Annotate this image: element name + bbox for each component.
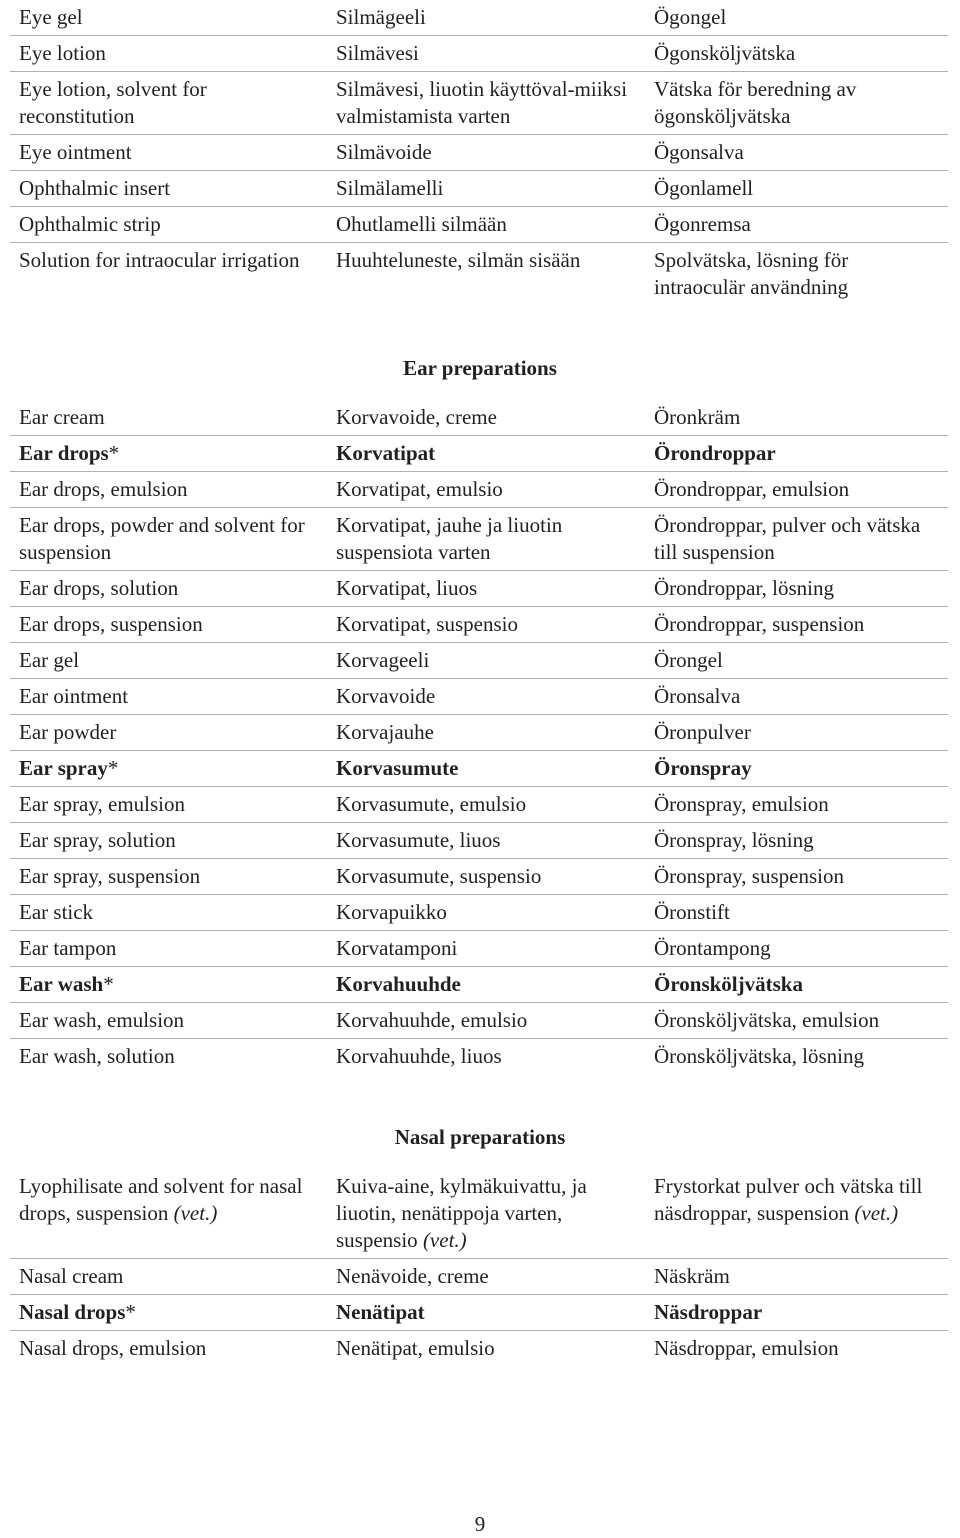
table-row	[10, 207, 948, 243]
table-row	[10, 72, 948, 135]
term-finnish-text: Korvahuuhde, liuos	[336, 1044, 502, 1068]
term-english	[10, 207, 327, 243]
term-swedish	[645, 1259, 948, 1295]
term-english	[10, 895, 327, 931]
term-english-text: Eye gel	[19, 5, 83, 29]
term-finnish-text: Korvatipat, suspensio	[336, 612, 518, 636]
term-english-text: Ear drops, powder and solvent for suspension	[19, 513, 305, 564]
term-finnish-text: Silmägeeli	[336, 5, 426, 29]
term-finnish-text: Korvasumute, suspensio	[336, 864, 542, 888]
table-row	[10, 859, 948, 895]
vet-marker: (vet.)	[422, 1228, 467, 1252]
term-finnish	[327, 715, 645, 751]
term-swedish-text: Ögonsköljvätska	[654, 41, 796, 65]
term-swedish-text: Ögonremsa	[654, 212, 751, 236]
term-english	[10, 436, 327, 472]
term-english	[10, 1003, 327, 1039]
term-swedish-text: Frystorkat pulver och vätska till näsdroppar, suspension	[654, 1174, 923, 1225]
term-swedish	[645, 607, 948, 643]
term-english	[10, 679, 327, 715]
term-swedish	[645, 1331, 948, 1367]
term-swedish-text: Öronkräm	[654, 405, 741, 429]
term-english	[10, 1331, 327, 1367]
term-english-text: Nasal drops	[19, 1300, 126, 1324]
term-english-text: Ear spray, emulsion	[19, 792, 186, 816]
term-finnish	[327, 207, 645, 243]
term-finnish-text: Korvasumute, liuos	[336, 828, 501, 852]
term-swedish-text: Örondroppar, lösning	[654, 576, 834, 600]
table-row	[10, 436, 948, 472]
term-english	[10, 859, 327, 895]
term-swedish-text: Öronsköljvätska	[654, 972, 803, 996]
term-finnish	[327, 751, 645, 787]
term-finnish-text: Korvapuikko	[336, 900, 447, 924]
term-finnish	[327, 859, 645, 895]
term-finnish	[327, 1003, 645, 1039]
term-finnish	[327, 967, 645, 1003]
term-finnish	[327, 1331, 645, 1367]
ear-table-body	[10, 400, 948, 1074]
table-row	[10, 1169, 948, 1259]
term-finnish-text: Korvatipat	[336, 441, 436, 465]
term-finnish-text: Korvahuuhde, emulsio	[336, 1008, 528, 1032]
term-swedish	[645, 207, 948, 243]
term-finnish-text: Korvasumute	[336, 756, 459, 780]
term-swedish	[645, 436, 948, 472]
table-row	[10, 823, 948, 859]
term-english	[10, 607, 327, 643]
asterisk-marker: *	[103, 972, 114, 996]
term-finnish	[327, 571, 645, 607]
term-swedish-text: Öronsalva	[654, 684, 741, 708]
term-finnish-text: Nenävoide, creme	[336, 1264, 489, 1288]
term-english-text: Ear wash, solution	[19, 1044, 175, 1068]
term-swedish	[645, 508, 948, 571]
term-swedish	[645, 751, 948, 787]
term-english	[10, 400, 327, 436]
term-english-text: Ear wash	[19, 972, 104, 996]
term-finnish-text: Korvageeli	[336, 648, 430, 672]
table-row	[10, 400, 948, 436]
term-finnish	[327, 1259, 645, 1295]
term-swedish-text: Öronsköljvätska, lösning	[654, 1044, 864, 1068]
term-swedish-text: Örontampong	[654, 936, 771, 960]
term-finnish-text: Korvatamponi	[336, 936, 458, 960]
term-finnish	[327, 895, 645, 931]
term-finnish-text: Korvavoide, creme	[336, 405, 497, 429]
term-english	[10, 36, 327, 72]
table-row	[10, 1331, 948, 1367]
term-finnish-text: Huuhteluneste, silmän sisään	[336, 248, 581, 272]
term-swedish-text: Örondroppar, suspension	[654, 612, 865, 636]
term-english	[10, 931, 327, 967]
table-row	[10, 472, 948, 508]
term-english-text: Lyophilisate and solvent for nasal drops, suspension	[19, 1174, 303, 1225]
term-finnish	[327, 823, 645, 859]
ear-section-title: Ear preparations	[403, 356, 557, 380]
asterisk-marker: *	[125, 1300, 136, 1324]
term-swedish-text: Ögongel	[654, 5, 727, 29]
term-finnish	[327, 472, 645, 508]
table-row	[10, 751, 948, 787]
term-finnish	[327, 0, 645, 36]
term-finnish	[327, 1295, 645, 1331]
term-english-text: Eye lotion, solvent for reconstitution	[19, 77, 207, 128]
term-finnish	[327, 508, 645, 571]
term-finnish-text: Korvavoide	[336, 684, 436, 708]
page-number: 9	[474, 1512, 486, 1536]
term-finnish-text: Korvasumute, emulsio	[336, 792, 527, 816]
table-row	[10, 607, 948, 643]
table-row	[10, 1295, 948, 1331]
term-finnish	[327, 72, 645, 135]
term-swedish	[645, 171, 948, 207]
term-swedish	[645, 72, 948, 135]
term-swedish	[645, 472, 948, 508]
term-english-text: Ear wash, emulsion	[19, 1008, 185, 1032]
table-row	[10, 715, 948, 751]
term-swedish-text: Örondroppar, emulsion	[654, 477, 850, 501]
term-swedish-text: Öronspray	[654, 756, 752, 780]
term-finnish	[327, 243, 645, 306]
ear-table	[10, 400, 948, 1074]
term-english	[10, 967, 327, 1003]
term-swedish-text: Öronsköljvätska, emulsion	[654, 1008, 880, 1032]
table-row	[10, 171, 948, 207]
term-english	[10, 643, 327, 679]
term-swedish	[645, 0, 948, 36]
term-english-text: Ear ointment	[19, 684, 129, 708]
term-finnish	[327, 787, 645, 823]
term-finnish-text: Silmävoide	[336, 140, 432, 164]
term-finnish	[327, 679, 645, 715]
table-row	[10, 931, 948, 967]
term-english-text: Eye lotion	[19, 41, 106, 65]
term-swedish-text: Vätska för beredning av ögonsköljvätska	[654, 77, 857, 128]
term-english	[10, 823, 327, 859]
term-finnish	[327, 643, 645, 679]
term-english-text: Eye ointment	[19, 140, 132, 164]
asterisk-marker: *	[107, 756, 119, 780]
term-finnish	[327, 436, 645, 472]
term-english-text: Ear powder	[19, 720, 117, 744]
term-swedish-text: Näsdroppar, emulsion	[654, 1336, 839, 1360]
term-finnish	[327, 36, 645, 72]
term-english-text: Ear spray, solution	[19, 828, 176, 852]
term-finnish	[327, 171, 645, 207]
term-swedish	[645, 679, 948, 715]
term-english	[10, 1169, 327, 1259]
term-swedish	[645, 1039, 948, 1075]
term-english-text: Ophthalmic strip	[19, 212, 161, 236]
term-swedish	[645, 1169, 948, 1259]
term-finnish	[327, 135, 645, 171]
term-swedish	[645, 571, 948, 607]
table-row	[10, 508, 948, 571]
term-swedish	[645, 135, 948, 171]
term-english	[10, 1259, 327, 1295]
term-finnish-text: Korvatipat, liuos	[336, 576, 478, 600]
vet-marker: (vet.)	[854, 1201, 899, 1225]
term-swedish	[645, 931, 948, 967]
term-english	[10, 715, 327, 751]
term-english	[10, 72, 327, 135]
table-row	[10, 787, 948, 823]
term-swedish-text: Öronstift	[654, 900, 730, 924]
term-swedish	[645, 787, 948, 823]
term-swedish-text: Näsdroppar	[654, 1300, 763, 1324]
term-english-text: Ear drops, suspension	[19, 612, 203, 636]
term-swedish-text: Öronspray, suspension	[654, 864, 844, 888]
table-row	[10, 643, 948, 679]
term-finnish	[327, 607, 645, 643]
term-swedish	[645, 823, 948, 859]
term-english	[10, 1039, 327, 1075]
term-english	[10, 243, 327, 306]
term-swedish-text: Ögonlamell	[654, 176, 754, 200]
term-english-text: Ear drops, emulsion	[19, 477, 188, 501]
term-english	[10, 1295, 327, 1331]
term-swedish	[645, 715, 948, 751]
term-swedish-text: Öronspray, lösning	[654, 828, 814, 852]
term-english	[10, 787, 327, 823]
vet-marker: (vet.)	[173, 1201, 218, 1225]
table-row	[10, 1039, 948, 1075]
term-finnish-text: Kuiva-aine, kylmäkuivattu, ja liuotin, nenätippoja varten, suspensio	[336, 1174, 587, 1252]
term-swedish-text: Näskräm	[654, 1264, 730, 1288]
nasal-section-title: Nasal preparations	[394, 1125, 566, 1149]
term-english-text: Ear spray, suspension	[19, 864, 201, 888]
table-row	[10, 0, 948, 36]
term-finnish-text: Silmävesi, liuotin käyttöval-miiksi valmistamista varten	[336, 77, 628, 128]
term-swedish-text: Öronpulver	[654, 720, 751, 744]
table-row	[10, 36, 948, 72]
asterisk-marker: *	[108, 441, 120, 465]
term-finnish-text: Ohutlamelli silmään	[336, 212, 507, 236]
term-swedish-text: Örondroppar	[654, 441, 776, 465]
term-finnish	[327, 931, 645, 967]
term-finnish-text: Korvahuuhde	[336, 972, 461, 996]
term-finnish	[327, 1169, 645, 1259]
nasal-table	[10, 1169, 948, 1366]
term-swedish	[645, 1295, 948, 1331]
table-row	[10, 1259, 948, 1295]
term-finnish-text: Silmävesi	[336, 41, 419, 65]
eye-table	[10, 0, 948, 305]
term-english-text: Solution for intraocular irrigation	[19, 248, 300, 272]
table-row	[10, 967, 948, 1003]
table-row	[10, 243, 948, 306]
term-english-text: Ear tampon	[19, 936, 117, 960]
term-finnish-text: Korvatipat, emulsio	[336, 477, 503, 501]
eye-table-body	[10, 0, 948, 305]
term-english	[10, 135, 327, 171]
table-row	[10, 135, 948, 171]
nasal-table-body	[10, 1169, 948, 1259]
term-english	[10, 472, 327, 508]
term-finnish	[327, 1039, 645, 1075]
term-english	[10, 171, 327, 207]
term-english-text: Ear cream	[19, 405, 105, 429]
term-swedish-text: Örondroppar, pulver och vätska till suspension	[654, 513, 921, 564]
term-english-text: Nasal drops, emulsion	[19, 1336, 207, 1360]
term-english	[10, 0, 327, 36]
term-swedish-text: Öronspray, emulsion	[654, 792, 829, 816]
term-english	[10, 751, 327, 787]
term-english-text: Ear drops, solution	[19, 576, 179, 600]
term-swedish	[645, 400, 948, 436]
term-finnish-text: Korvatipat, jauhe ja liuotin suspensiota varten	[336, 513, 563, 564]
term-swedish	[645, 243, 948, 306]
table-row	[10, 679, 948, 715]
term-english	[10, 508, 327, 571]
term-english-text: Nasal cream	[19, 1264, 124, 1288]
term-swedish-text: Spolvätska, lösning för intraoculär användning	[654, 248, 849, 299]
table-row	[10, 1003, 948, 1039]
term-swedish	[645, 859, 948, 895]
term-swedish	[645, 643, 948, 679]
term-english-text: Ear drops	[19, 441, 109, 465]
term-swedish-text: Ögonsalva	[654, 140, 744, 164]
term-english	[10, 571, 327, 607]
table-row	[10, 895, 948, 931]
term-finnish	[327, 400, 645, 436]
table-row	[10, 571, 948, 607]
term-swedish	[645, 895, 948, 931]
term-english-text: Ophthalmic insert	[19, 176, 171, 200]
term-swedish	[645, 967, 948, 1003]
term-english-text: Ear stick	[19, 900, 94, 924]
term-finnish-text: Nenätipat	[336, 1300, 425, 1324]
term-swedish	[645, 36, 948, 72]
term-finnish-text: Korvajauhe	[336, 720, 434, 744]
term-swedish	[645, 1003, 948, 1039]
term-finnish-text: Silmälamelli	[336, 176, 444, 200]
nasal-table-rows	[10, 1259, 948, 1367]
term-finnish-text: Nenätipat, emulsio	[336, 1336, 495, 1360]
term-english-text: Ear gel	[19, 648, 80, 672]
term-swedish-text: Örongel	[654, 648, 723, 672]
term-english-text: Ear spray	[19, 756, 108, 780]
